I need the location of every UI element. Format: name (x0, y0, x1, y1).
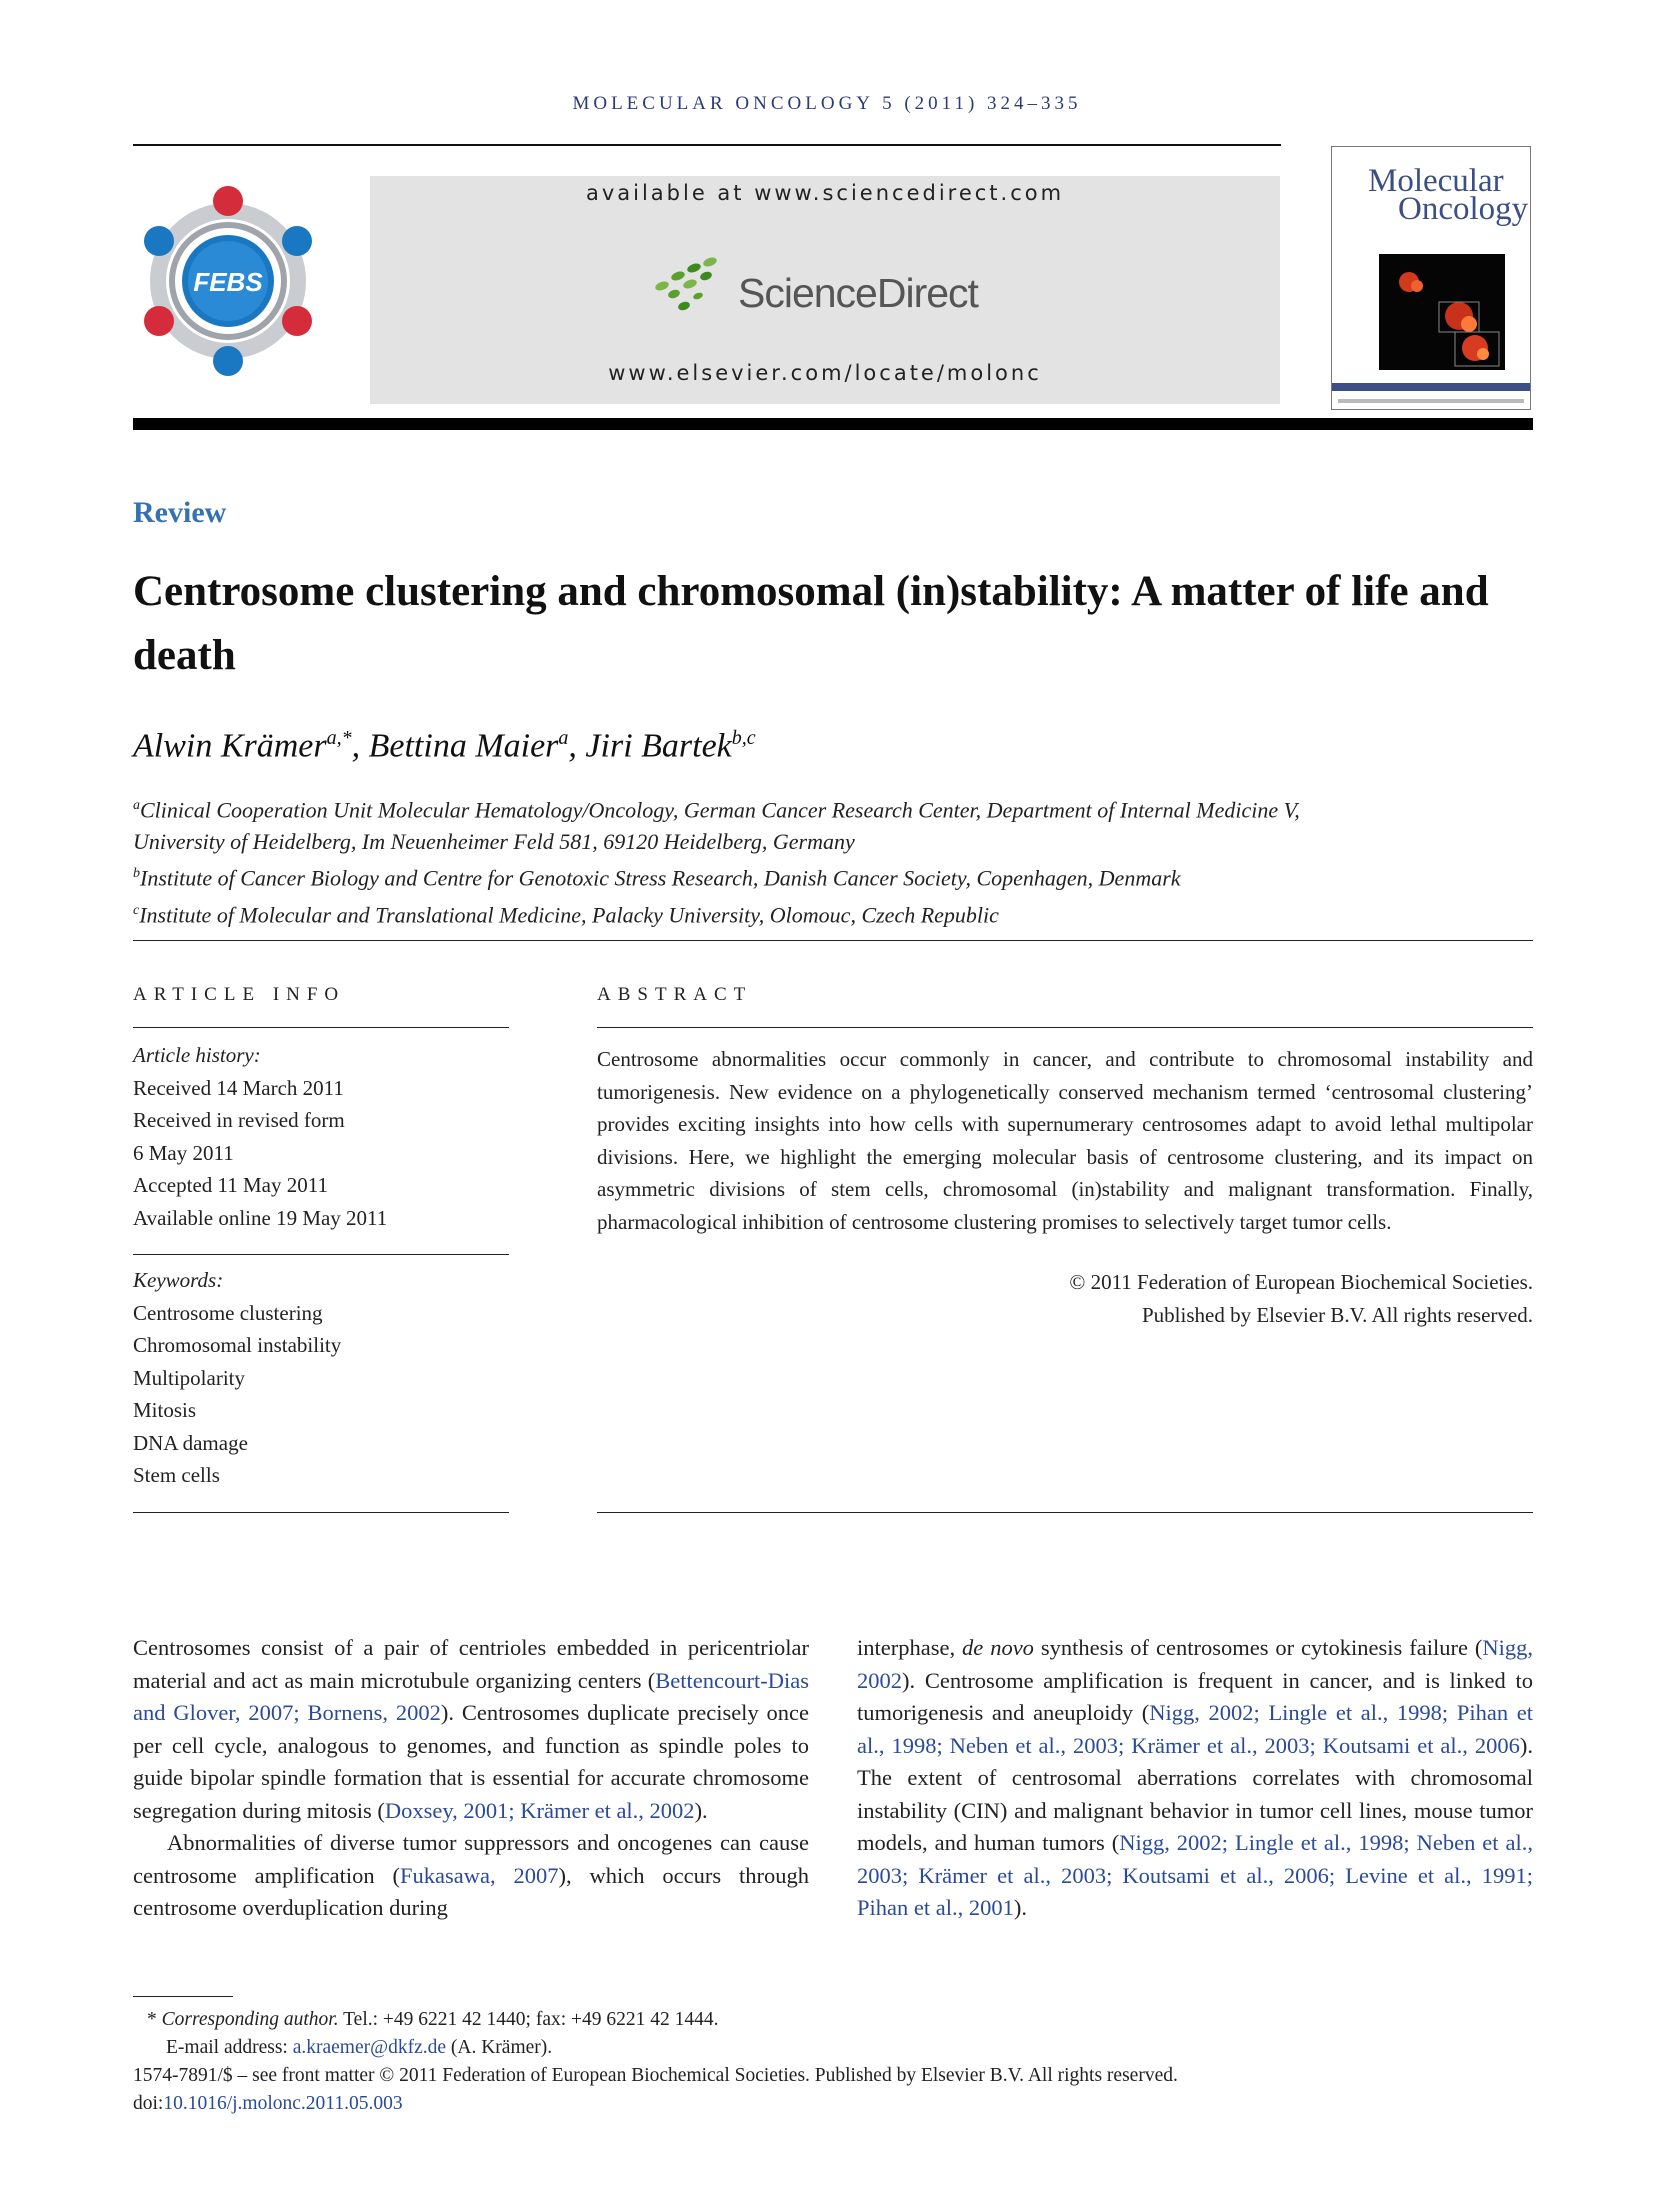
affiliations (133, 790, 1533, 931)
body-paragraph: Centrosomes consist of a pair of centrioles embedded in pericentriolar material and act as main microtubule organizing centers (Bettencourt-Dias and Glover, 2007; Bornens, 2002). Centrosomes duplicate precisely once per cell cycle, analogous to genomes, and function as spindle poles to guide bipolar spindle formation that is essential for accurate chromosome segregation during mitosis (Doxsey, 2001; Krämer et al., 2002). (133, 1635, 809, 1823)
header-rule (133, 144, 1281, 146)
author-affil-mark: a,* (326, 727, 352, 749)
citation-link[interactable]: Bettencourt-Dias and Glover, 2007; Bornens, 2002 (133, 1667, 809, 1725)
article-info-heading: ARTICLE INFO (133, 984, 346, 1005)
keyword: Chromosomal instability (133, 1333, 342, 1357)
divider (133, 1027, 509, 1028)
corresponding-author-note: * Corresponding author. Tel.: +49 6221 42 1440; fax: +49 6221 42 1444. (147, 2009, 719, 2030)
divider (597, 1512, 1533, 1513)
email-link[interactable]: a.kraemer@dkfz.de (292, 2037, 447, 2058)
affiliation-line: $^b$Institute of Cancer Biology and Centre for Genotoxic Stress Research, Danish Cancer Society, Copenhagen, Denmark (133, 865, 1181, 891)
banner-url: www.elsevier.com/locate/molonc (608, 361, 1042, 385)
history-item: Available online 19 May 2011 (133, 1205, 388, 1230)
divider (133, 940, 1533, 941)
citation-link[interactable]: Nigg, 2002 (857, 1635, 1533, 1693)
history-item: Received 14 March 2011 (133, 1075, 344, 1100)
divider (133, 1512, 509, 1513)
citation-link[interactable]: Nigg, 2002; Lingle et al., 1998; Pihan et al., 1998; Neben et al., 2003; Krämer et al., 2003; Koutsami et al., 2006 (857, 1700, 1533, 1758)
author-list: Alwin Krämer$^{a,*}$, Bettina Maier$^a$, Jiri Bartek$^{b,c}$ (133, 727, 756, 765)
article-title: Centrosome clustering and chromosomal (in)stability: A matter of life and death (133, 568, 1489, 679)
abstract-heading: ABSTRACT (597, 984, 753, 1005)
febs-logo-text: FEBS (193, 267, 263, 297)
banner-available-text: available at www.sciencedirect.com (585, 181, 1065, 205)
keyword: Multipolarity (133, 1365, 245, 1390)
sciencedirect-banner (370, 176, 1280, 404)
keyword: Stem cells (133, 1463, 220, 1487)
history-item: 6 May 2011 (133, 1140, 234, 1165)
section-label: Review (133, 496, 227, 529)
author-affil-mark: a (558, 727, 569, 749)
cover-title-line-1: Molecular (1368, 163, 1504, 199)
history-item: Received in revised form (133, 1108, 345, 1132)
journal-running-head: MOLECULAR ONCOLOGY 5 (2011) 324–335 (572, 93, 1082, 114)
footnote-rule (133, 1996, 233, 1997)
body-column-left (133, 1632, 809, 1925)
affiliation-line: University of Heidelberg, Im Neuenheimer Feld 581, 69120 Heidelberg, Germany (133, 829, 855, 855)
keyword: DNA damage (133, 1430, 248, 1455)
history-label: Article history: (133, 1043, 261, 1067)
journal-cover (1331, 146, 1531, 410)
affiliation-line: $^a$Clinical Cooperation Unit Molecular Hematology/Oncology, German Cancer Research Center, Department of Internal Medicine V, (133, 797, 1300, 823)
cover-title-line-2: Oncology (1398, 191, 1529, 227)
cover-footer-text-line (1338, 399, 1524, 403)
citation-link[interactable]: Nigg, 2002; Lingle et al., 1998; Neben et al., 2003; Krämer et al., 2003; Koutsami et al., 2006; Levine et al., 1991; Pihan et al., 2001 (857, 1830, 1533, 1920)
history-item: Accepted 11 May 2011 (133, 1173, 328, 1197)
article-history (133, 1039, 509, 1234)
cover-micrograph-icon (1379, 254, 1505, 370)
author-name: Jiri Bartek (585, 727, 732, 765)
issn-line: 1574-7891/$ – see front matter © 2011 Federation of European Biochemical Societies. Published by Elsevier B.V. All rights reserved. (133, 2065, 1178, 2086)
affiliation-line: $^c$Institute of Molecular and Translational Medicine, Palacky University, Olomouc, Czech Republic (133, 901, 999, 927)
author-name: Alwin Krämer (133, 727, 327, 765)
sciencedirect-brand: ScienceDirect (738, 270, 978, 316)
keywords-label: Keywords: (133, 1268, 224, 1292)
keywords (133, 1264, 509, 1492)
citation-link[interactable]: Fukasawa, 2007 (399, 1862, 559, 1888)
body-paragraph: Abnormalities of diverse tumor suppressors and oncogenes can cause centrosome amplification (Fukasawa, 2007), which occurs through centrosome overduplication during (133, 1830, 809, 1920)
body-paragraph: interphase, de novo synthesis of centrosomes or cytokinesis failure (Nigg, 2002). Centrosome amplification is frequent in cancer, and is linked to tumorigenesis and aneuploidy (Nigg, 2002; Lingle et al., 1998; Pihan et al., 1998; Neben et al., 2003; Krämer et al., 2003; Koutsami et al., 2006). The extent of centrosomal aberrations correlates with chromosomal instability (CIN) and malignant behavior in tumor cell lines, mouse tumor models, and human tumors (Nigg, 2002; Lingle et al., 1998; Neben et al., 2003; Krämer et al., 2003; Koutsami et al., 2006; Levine et al., 1991; Pihan et al., 2001). (857, 1635, 1533, 1920)
email-note: E-mail address: a.kraemer@dkfz.de (A. Krämer). (166, 2037, 553, 2058)
keyword: Centrosome clustering (133, 1300, 323, 1325)
doi-line: doi:10.1016/j.molonc.2011.05.003 (133, 2093, 403, 2114)
divider (597, 1027, 1533, 1028)
febs-logo (130, 183, 326, 379)
author-affil-mark: b,c (731, 727, 756, 749)
abstract-copyright: © 2011 Federation of European Biochemical Societies. Published by Elsevier B.V. All rights reserved. (1069, 1270, 1533, 1327)
abstract-text: Centrosome abnormalities occur commonly in cancer, and contribute to chromosomal instability and tumorigenesis. New evidence on a phylogenetically conserved mechanism termed ‘centrosomal clustering’ provides exciting insights into how cells with supernumerary centrosomes adapt to avoid lethal multipolar divisions. Here, we highlight the emerging molecular basis of centrosome clustering, and its impact on asymmetric divisions of stem cells, chromosomal (in)stability and malignant transformation. Finally, pharmacological inhibition of centrosome clustering promises to selectively target tumor cells. (597, 1047, 1533, 1234)
divider (133, 1254, 509, 1255)
header-thick-rule (133, 418, 1533, 430)
citation-link[interactable]: Doxsey, 2001; Krämer et al., 2002 (384, 1797, 695, 1823)
keyword: Mitosis (133, 1398, 197, 1422)
sciencedirect-leaf-icon (650, 256, 730, 316)
author-name: Bettina Maier (368, 727, 559, 765)
body-column-right (857, 1632, 1533, 1925)
doi-link[interactable]: 10.1016/j.molonc.2011.05.003 (163, 2093, 403, 2114)
cover-footer-bar (1332, 383, 1530, 391)
cover-image (1379, 254, 1505, 370)
